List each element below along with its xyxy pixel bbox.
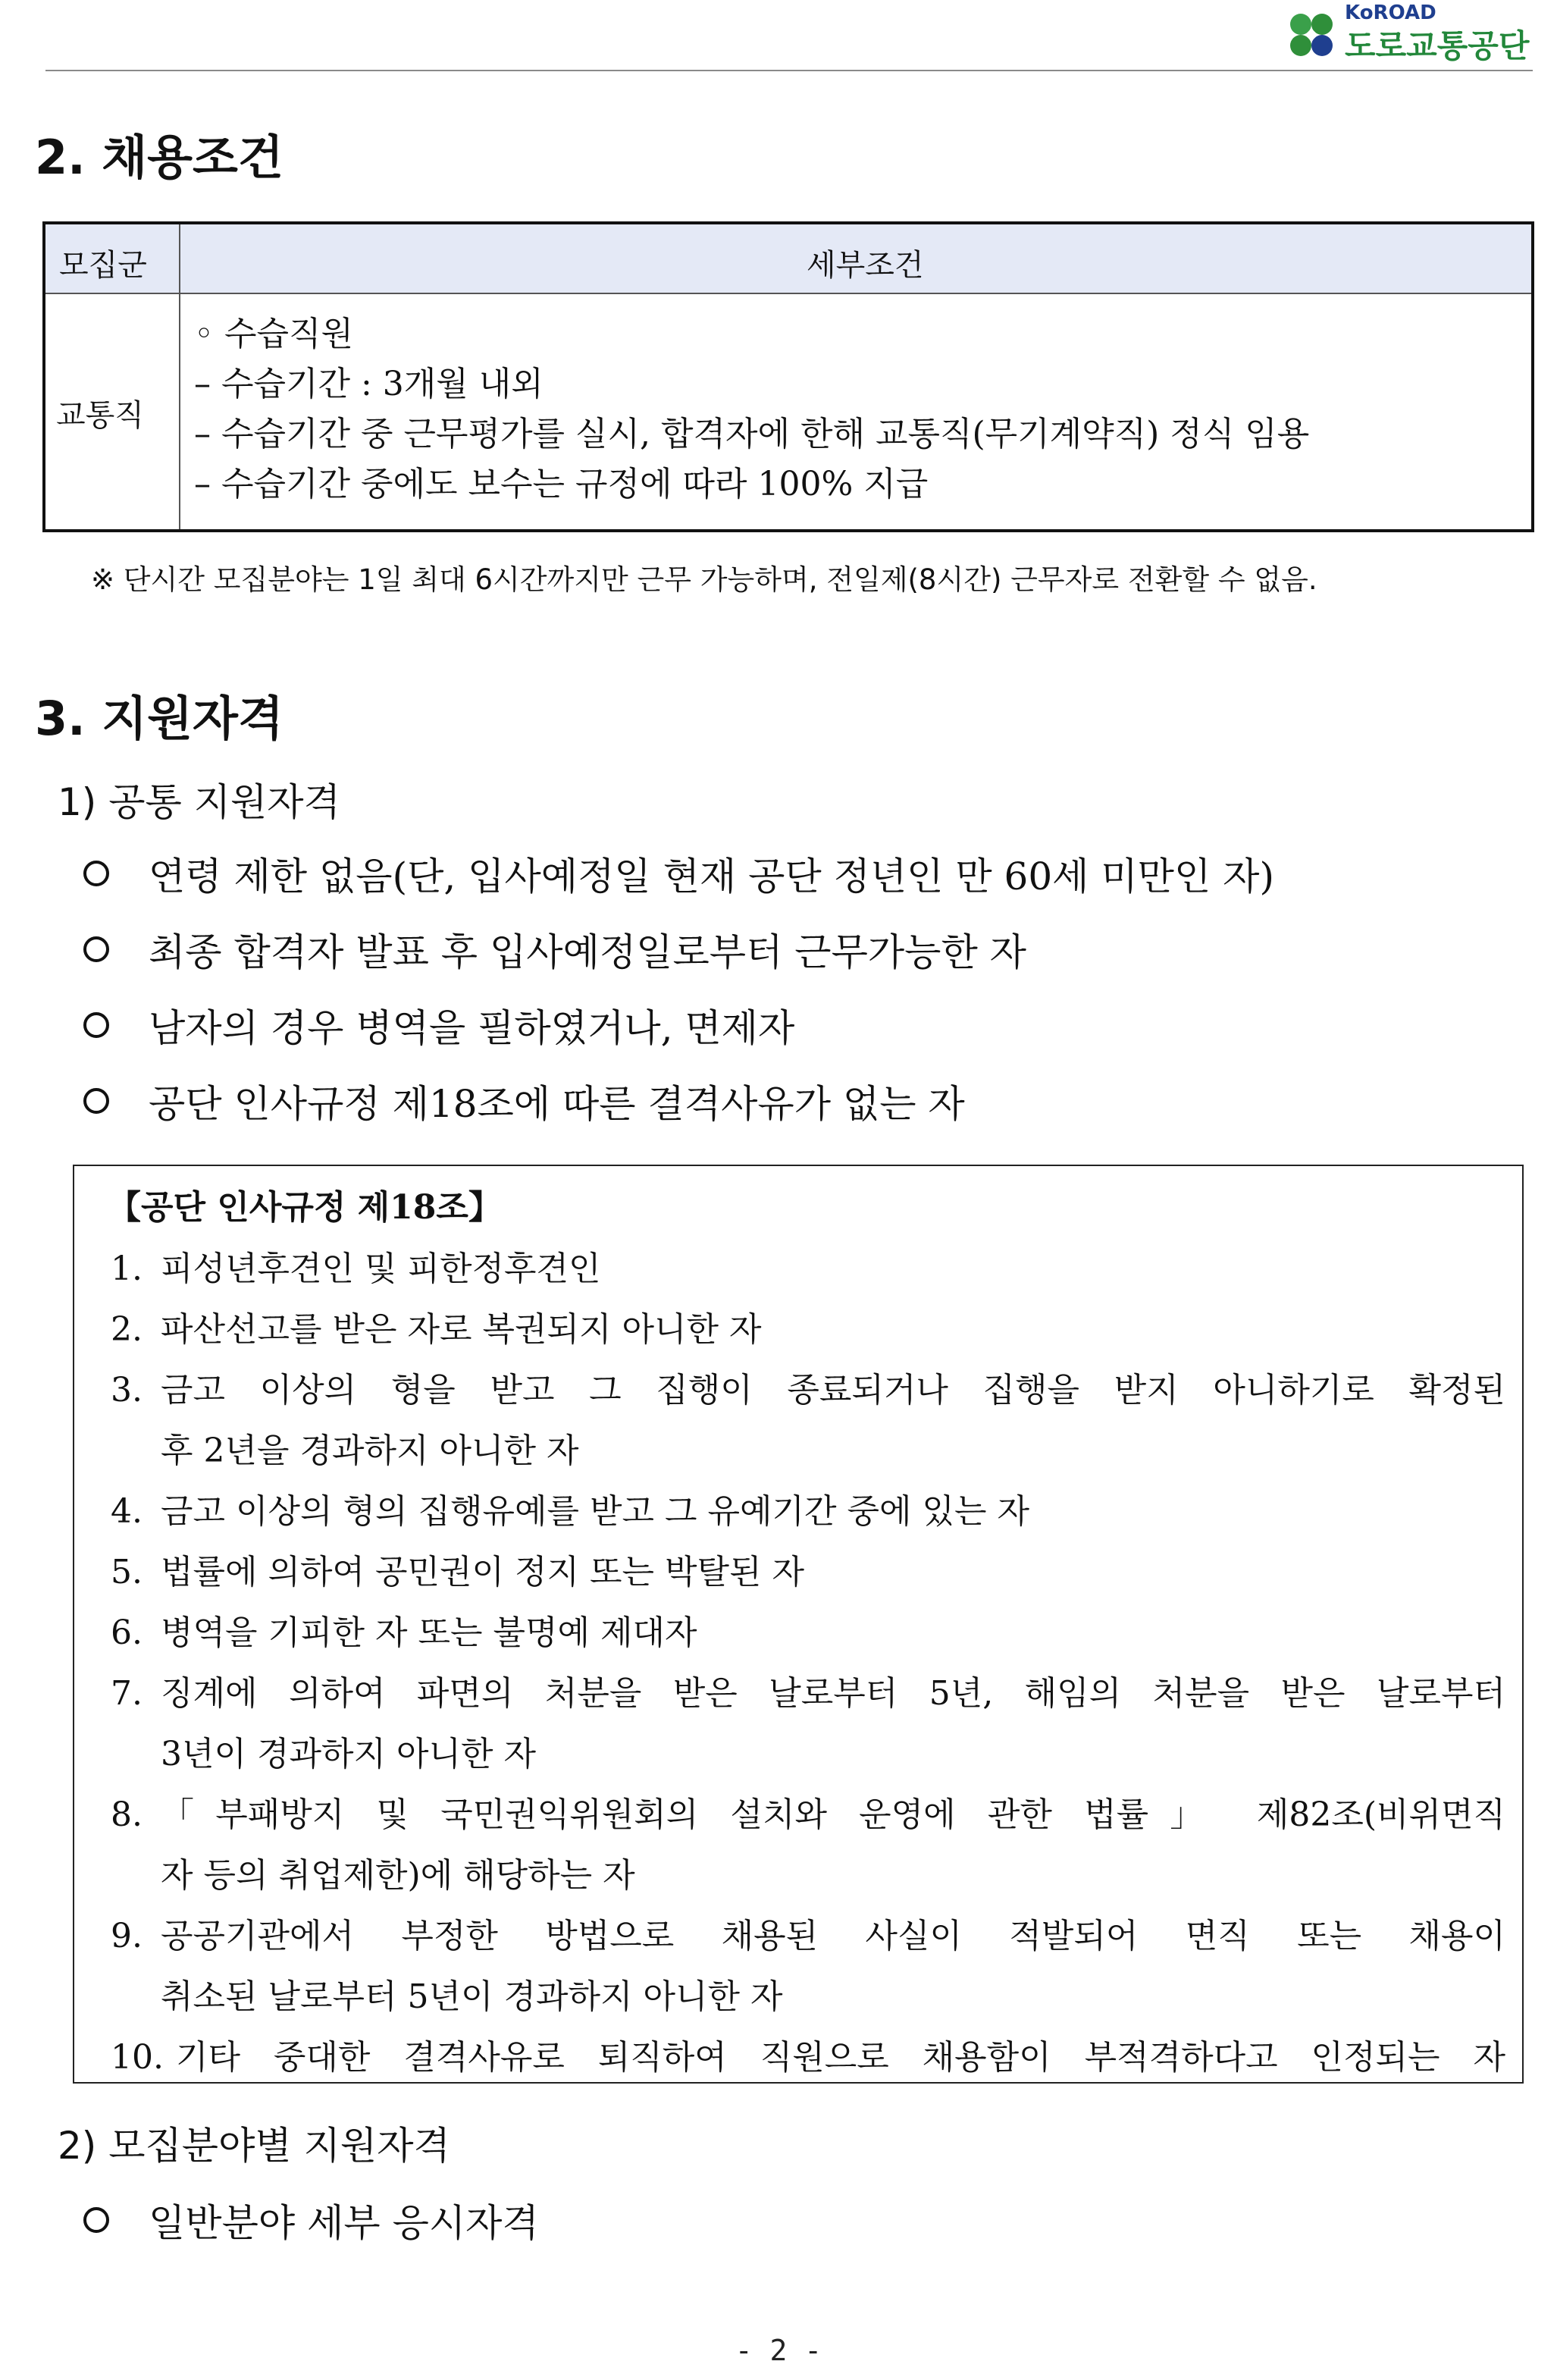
regulation-item: 6. 병역을 기피한 자 또는 불명예 제대자 [111,1613,697,1652]
regulation-item: 4. 금고 이상의 형의 집행유예를 받고 그 유예기간 중에 있는 자 [111,1492,1029,1531]
subsection-title-by-field: 2) 모집분야별 지원자격 [58,2124,450,2168]
condition-line: – 수습기간 : 3개월 내외 [194,365,544,403]
circle-bullet-icon [83,1012,109,1038]
table-header-details: 세부조건 [807,248,924,283]
list-item: 남자의 경우 병역을 필하였거나, 면제자 [83,998,794,1052]
section-title-employment-conditions: 2. 채용조건 [35,130,284,185]
conditions-table [42,221,1534,532]
part-time-note: ※ 단시간 모집분야는 1일 최대 6시간까지만 근무 가능하며, 전일제(8시간) 근무자로 전환할 수 없음. [91,563,1317,596]
condition-line: – 수습기간 중 근무평가를 실시, 합격자에 한해 교통직(무기계약직) 정식 임용 [194,415,1310,453]
regulation-item-continuation: 3년이 경과하지 아니한 자 [161,1735,536,1773]
regulation-item: 9. 공공기관에서 부정한 방법으로 채용된 사실이 적발되어 면직 또는 채용이 [111,1917,1505,1955]
circle-bullet-icon [83,1088,109,1114]
regulation-item-continuation: 자 등의 취업제한)에 해당하는 자 [161,1856,635,1895]
regulation-item: 3. 금고 이상의 형을 받고 그 집행이 종료되거나 집행을 받지 아니하기로 확정된 [111,1371,1505,1409]
header-divider [45,70,1533,71]
list-item: 최종 합격자 발표 후 입사예정일로부터 근무가능한 자 [83,922,1026,977]
circle-bullet-icon [83,861,109,886]
table-header-row [45,224,1531,294]
regulation-title: 【공단 인사규정 제18조】 [108,1188,502,1227]
logo-latin: KoROAD [1345,2,1436,24]
section-title-qualifications: 3. 지원자격 [35,691,284,746]
table-cell-details [194,309,1309,510]
circle-bullet-icon [83,936,109,962]
list-item: 연령 제한 없음(단, 입사예정일 현재 공단 정년인 만 60세 미만인 자) [83,846,1274,901]
condition-line: – 수습기간 중에도 보수는 규정에 따라 100% 지급 [194,465,929,503]
regulation-box [73,1165,1524,2084]
page-number: - 2 - [735,2334,822,2367]
regulation-item: 2. 파산선고를 받은 자로 복권되지 아니한 자 [111,1310,762,1349]
regulation-list [111,1239,1505,2088]
list-item: 일반분야 세부 응시자격 [83,2193,539,2247]
regulation-item: 7. 징계에 의하여 파면의 처분을 받은 날로부터 5년, 해임의 처분을 받은 날로부터 [111,1674,1505,1713]
table-header-group: 모집군 [59,248,147,283]
regulation-item-continuation: 취소된 날로부터 5년이 경과하지 아니한 자 [161,1977,783,2016]
table-column-divider [179,224,180,529]
regulation-item-continuation: 후 2년을 경과하지 아니한 자 [161,1431,579,1470]
list-item: 공단 인사규정 제18조에 따른 결격사유가 없는 자 [83,1074,965,1128]
logo-korean: 도로교통공단 [1345,27,1530,64]
koroad-logo [1281,2,1539,65]
table-cell-group: 교통직 [56,398,144,433]
circle-bullet-icon [83,2207,109,2233]
regulation-item: 10. 기타 중대한 결격사유로 퇴직하여 직원으로 채용함이 부적격하다고 인정되는 자 [111,2038,1505,2077]
regulation-item: 8. 「부패방지 및 국민권익위원회의 설치와 운영에 관한 법률」 제82조(비위면직 [111,1795,1505,1834]
regulation-item: 1. 피성년후견인 및 피한정후견인 [111,1250,601,1288]
subsection-title-common: 1) 공통 지원자격 [58,780,340,824]
regulation-item: 5. 법률에 의하여 공민권이 정지 또는 박탈된 자 [111,1553,804,1591]
condition-line: ◦ 수습직원 [194,315,353,353]
clover-logo-icon [1281,5,1342,65]
